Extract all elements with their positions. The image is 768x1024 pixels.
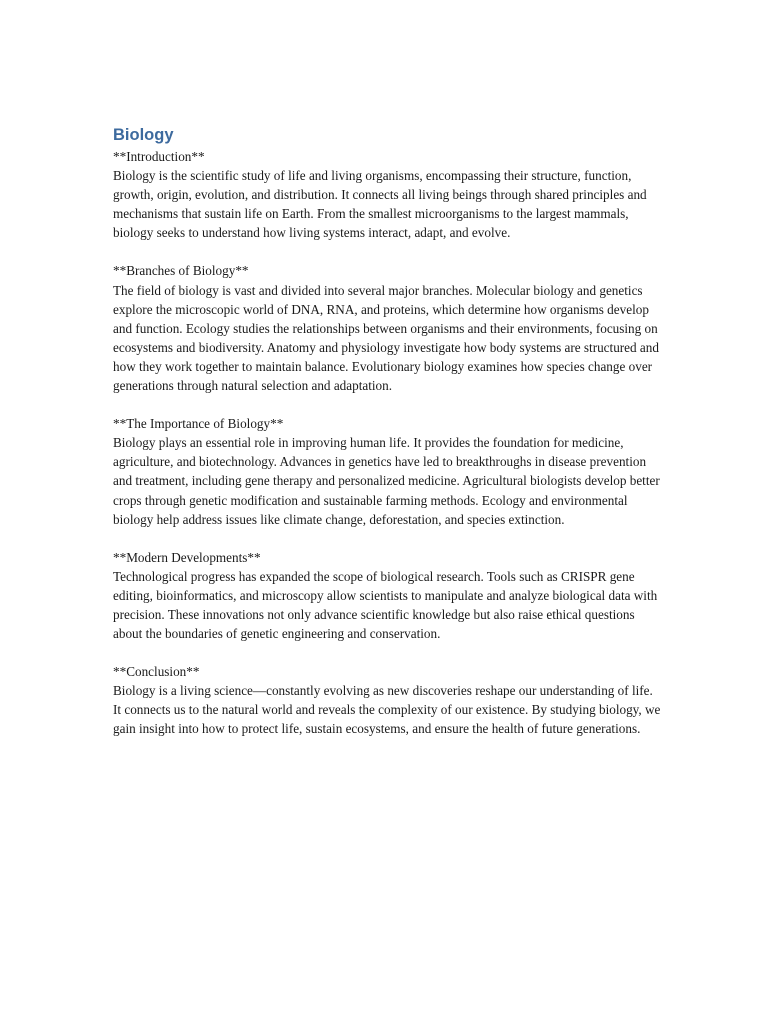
section-heading: **Modern Developments** — [113, 549, 261, 565]
section-modern-developments — [113, 548, 661, 643]
section-importance — [113, 414, 661, 529]
section-body: The field of biology is vast and divided into several major branches. Molecular biology and genetics explore the microscopic world of DNA, RNA, and proteins, which determine how organisms develop and function. Ecology studies the relationships between organisms and their environments, focusing on ecosystems and biodiversity. Anatomy and physiology investigate how body systems are structured and how they work together to maintain balance. Evolutionary biology examines how species change over generations through natural selection and adaptation. — [113, 282, 659, 394]
section-body: Biology plays an essential role in improving human life. It provides the foundation for medicine, agriculture, and biotechnology. Advances in genetics have led to breakthroughs in disease prevention and treatment, including gene therapy and personalized medicine. Agricultural biologists develop better crops through genetic modification and sustainable farming methods. Ecology and environmental biology help address issues like climate change, deforestation, and species extinction. — [113, 435, 660, 527]
section-heading: **Introduction** — [113, 149, 205, 164]
section-heading: **Conclusion** — [113, 664, 200, 680]
document-page — [113, 124, 661, 758]
section-introduction — [113, 147, 661, 242]
section-body: Technological progress has expanded the scope of biological research. Tools such as CRISPR gene editing, bioinformatics, and microscopy allow scientists to manipulate and analyze biological data with precision. These innovations not only advance scientific knowledge but also raise ethical questions about the boundaries of genetic engineering and conservation. — [113, 568, 658, 642]
section-body: Biology is the scientific study of life and living organisms, encompassing their structure, function, growth, origin, evolution, and distribution. It connects all living beings through shared principles and mechanisms that sustain life on Earth. From the smallest microorganisms to the largest mammals, biology seeks to understand how living systems interact, adapt, and evolve. — [113, 168, 647, 241]
section-conclusion — [113, 662, 661, 738]
section-branches — [113, 261, 661, 395]
section-body: Biology is a living science—constantly evolving as new discoveries reshape our understanding of life. It connects us to the natural world and reveals the complexity of our existence. By studying biology, we gain insight into how to protect life, sustain ecosystems, and ensure the health of future generations. — [113, 683, 661, 737]
document-title: Biology — [113, 126, 174, 144]
section-heading: **Branches of Biology** — [113, 263, 249, 279]
section-heading: **The Importance of Biology** — [113, 416, 284, 432]
